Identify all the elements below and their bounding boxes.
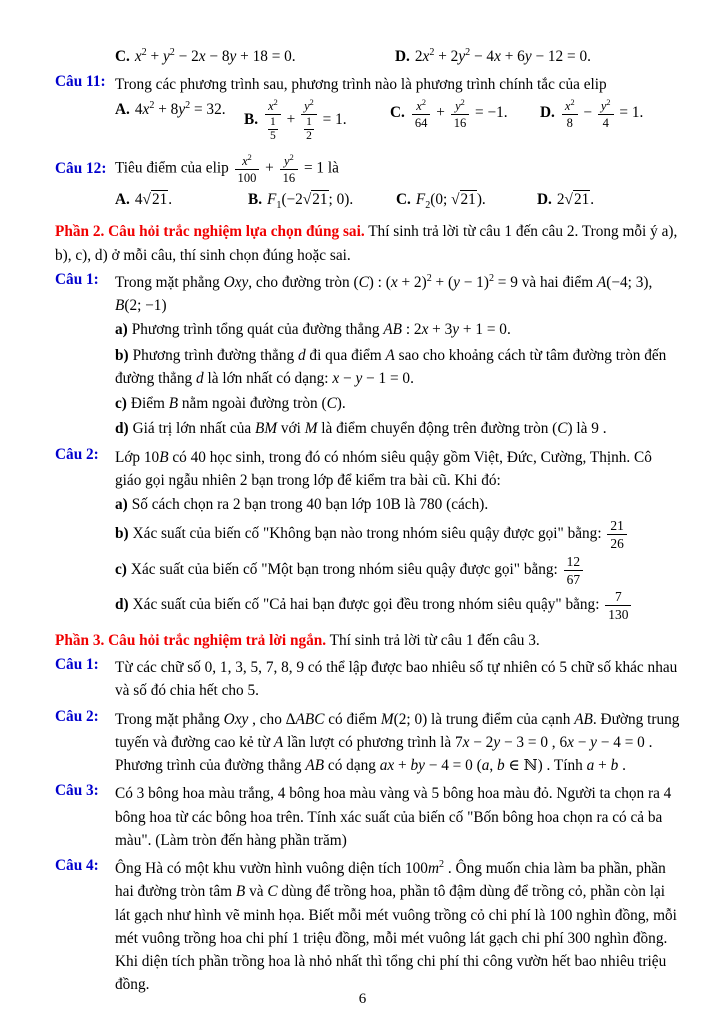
part3-question-2-label: Câu 2: [55,707,99,725]
part2-question-1-statement-b [115,344,682,391]
part2-heading-title: Phần 2. Câu hỏi trắc nghiệm lựa chọn đúng sai. [55,223,365,241]
question-12-option-a-formula: 4√21. [134,190,173,208]
statement-d-text: Giá trị lớn nhất của BM với M là điểm chuyển động trên đường tròn (C) là 9 . [132,420,607,438]
part3-question-2-body [115,708,682,778]
part2-question-2-text: Lớp 10B có 40 học sinh, trong đó có nhóm siêu quậy gồm Việt, Đức, Cường, Thịnh. Cô giáo gọi ngẫu nhiên 2 bạn trong lớp để kiểm tra bài cũ. Khi đó: [115,448,652,489]
part2-question-2-statement-b [115,518,682,551]
question-11-option-b-formula: $\frac{x^2}{\frac{1}{5}}$ + $\frac{y^2}{\frac{1}{2}}$ = 1. [263,111,347,128]
part2-question-1 [55,271,682,443]
statement-a-label: a) [115,496,128,514]
question-11-label: Câu 11: [55,73,106,91]
part2-question-2-statement-c [115,554,682,587]
part3-question-3-label: Câu 3: [55,782,99,800]
statement-a-label: a) [115,321,128,339]
part3-question-2 [55,708,682,778]
question-12-label: Câu 12: [55,159,107,177]
part2-heading [55,220,682,267]
part3-question-1-body [115,656,682,703]
question-12-option-d-label: D. [537,190,552,208]
question-12-option-d [537,188,682,213]
part3-question-4-text: Ông Hà có một khu vườn hình vuông diện tích $100m^2$ . Ông muốn chia làm ba phần, phần hai đường tròn tâm B và C dùng để trồng hoa, phần tô đậm dùng để trồng cỏ, phần còn lại lát gạch như hình vẽ minh họa. Biết mỗi mét vuông trồng cỏ chi phí là 100 nghìn đồng, mỗi mét vuông trồng hoa chi phí 1 triệu đồng, mỗi mét vuông lát gạch chi phí 300 nghìn đồng. Khi diện tích phần trồng hoa là nhỏ nhất thì tổng chi phí thi công vườn hết bao nhiêu triệu đồng. [115,859,677,994]
part2-question-2-statement-a [115,493,682,516]
part3-question-3-text: Có 3 bông hoa màu trắng, 4 bông hoa màu vàng và 5 bông hoa màu đỏ. Người ta chọn ra 4 bông hoa từ các bông hoa trên. Tính xác suất của biến cố "Bốn bông hoa chọn ra có cả ba màu". (Làm tròn đến hàng phần trăm) [115,785,672,849]
question-11-option-c-label: C. [390,104,405,122]
part2-question-2-label: Câu 2: [55,445,99,463]
statement-d-label: d) [115,595,129,613]
question-10-option-c [115,45,395,68]
part2-question-1-label: Câu 1: [55,270,99,288]
part3-question-4-label: Câu 4: [55,857,99,875]
question-10-option-d [395,45,682,68]
statement-c-text: Điểm B nằm ngoài đường tròn (C). [130,395,346,413]
question-10-option-c-formula: $x^2 + y^2 - 2x - 8y + 18 = 0$. [134,47,296,66]
question-11-options [115,98,682,143]
question-12-option-c-formula: $F_2(0$; √21). [415,190,486,211]
part3-question-1-text: Từ các chữ số 0, 1, 3, 5, 7, 8, 9 có thể lập được bao nhiêu số tự nhiên có 5 chữ số khác nhau và số đó chia hết cho 5. [115,659,678,700]
part2-question-2-body [115,446,682,624]
part3-question-4 [55,857,682,997]
question-12-option-b [248,188,396,213]
question-11-option-a-formula: $4x^2 + 8y^2 = 32$. [134,99,226,118]
question-12-option-a-label: A. [115,190,130,208]
question-12-option-b-formula: $F_1(-2√21$; 0). [267,190,354,211]
question-11-option-a-label: A. [115,100,130,118]
question-11-option-c-formula: $\frac{x^2}{64}$ + $\frac{y^2}{16}$ = −1. [410,104,508,121]
part2-question-1-statement-c [115,392,682,415]
part2-question-1-statement-d [115,417,682,440]
statement-b-text: Xác suất của biến cố "Không bạn nào trong nhóm siêu quậy được gọi" bằng: $\frac{21}{26}$ [133,525,629,542]
part3-questions [55,656,682,997]
part3-question-3-body [115,782,682,852]
question-10-option-d-label: D. [395,48,410,66]
question-11-option-b [244,98,390,143]
part2-question-1-text: Trong mặt phẳng Oxy, cho đường tròn (C) : $(x + 2)^2 + (y - 1)^2 = 9$ và hai điểm A(−4; 3), B(2; −1) [115,272,653,315]
question-11-option-a [115,98,244,143]
question-12-options [115,188,682,213]
page-number: 6 [358,991,367,1007]
question-11-text: Trong các phương trình sau, phương trình nào là phương trình chính tắc của elip [115,76,607,94]
statement-c-text: Xác suất của biến cố "Một bạn trong nhóm siêu quậy được gọi" bằng: $\frac{12}{67}$ [131,561,585,578]
question-11 [55,73,682,149]
question-11-option-b-label: B. [244,110,259,128]
question-12-option-c [396,188,537,213]
part2-question-2 [55,446,682,624]
question-11-body [115,73,682,149]
part2-question-2-statement-d [115,589,682,622]
question-12-option-d-formula: 2√21. [556,190,595,208]
statement-b-label: b) [115,525,129,543]
part3-heading [55,629,682,652]
question-12-body [115,153,682,185]
exam-page-content [55,44,682,1002]
statement-c-label: c) [115,560,127,578]
part2-question-1-statement-a [115,318,682,341]
question-10-option-c-label: C. [115,48,130,66]
part2-question-1-body [115,271,682,443]
question-11-option-d-formula: $\frac{x^2}{8}$ − $\frac{y^2}{4}$ = 1. [560,104,643,121]
statement-c-label: c) [115,395,127,413]
question-10-option-d-formula: $2x^2 + 2y^2 - 4x + 6y - 12 = 0$. [414,47,591,66]
question-10-options-row [115,45,682,68]
part3-question-2-text: Trong mặt phẳng Oxy , cho ΔABC có điểm M(2; 0) là trung điểm của cạnh AB. Đường trung tuyến và đường cao kẻ từ A lần lượt có phương trình là 7x − 2y − 3 = 0 , 6x − y − 4 = 0 . Phương trình của đường thẳng AB có dạng ax + by − 4 = 0 (a, b ∈ ℕ) . Tính a + b . [115,710,680,775]
part3-question-1-label: Câu 1: [55,656,99,674]
question-12-option-b-label: B. [248,190,263,208]
part3-heading-instructions: Thí sinh trả lời từ câu 1 đến câu 3. [326,631,540,649]
part3-question-3 [55,782,682,852]
part2-heading-instructions: Thí sinh trả lời từ câu 1 đến câu 2. Trong mỗi ý a), b), c), d) ở mỗi câu, thí sinh chọn đúng hoặc sai. [55,223,678,264]
question-12 [55,153,682,185]
statement-b-label: b) [115,346,129,364]
question-12-option-a [115,188,248,213]
statement-b-text: Phương trình đường thẳng d đi qua điểm A sao cho khoảng cách từ tâm đường tròn đến đường thẳng d là lớn nhất có dạng: x − y − 1 = 0. [115,346,667,387]
part3-question-4-body [115,857,682,997]
question-11-option-d-label: D. [540,104,555,122]
part3-question-1 [55,656,682,703]
question-11-option-c [390,98,540,143]
question-12-option-c-label: C. [396,190,411,208]
statement-d-text: Xác suất của biến cố "Cả hai bạn được gọi đều trong nhóm siêu quậy" bằng: $\frac{7}{130}$ [133,596,634,613]
statement-a-text: Phương trình tổng quát của đường thẳng AB : 2x + 3y + 1 = 0. [131,321,511,339]
question-12-text: Tiêu điểm của elip $\frac{x^2}{100}$ + $\frac{y^2}{16}$ = 1 là [115,152,339,185]
statement-d-label: d) [115,420,129,438]
statement-a-text: Số cách chọn ra 2 bạn trong 40 bạn lớp 10B là 780 (cách). [131,496,489,514]
question-11-option-d [540,98,682,143]
part3-heading-title: Phần 3. Câu hỏi trắc nghiệm trả lời ngắn. [55,631,327,649]
